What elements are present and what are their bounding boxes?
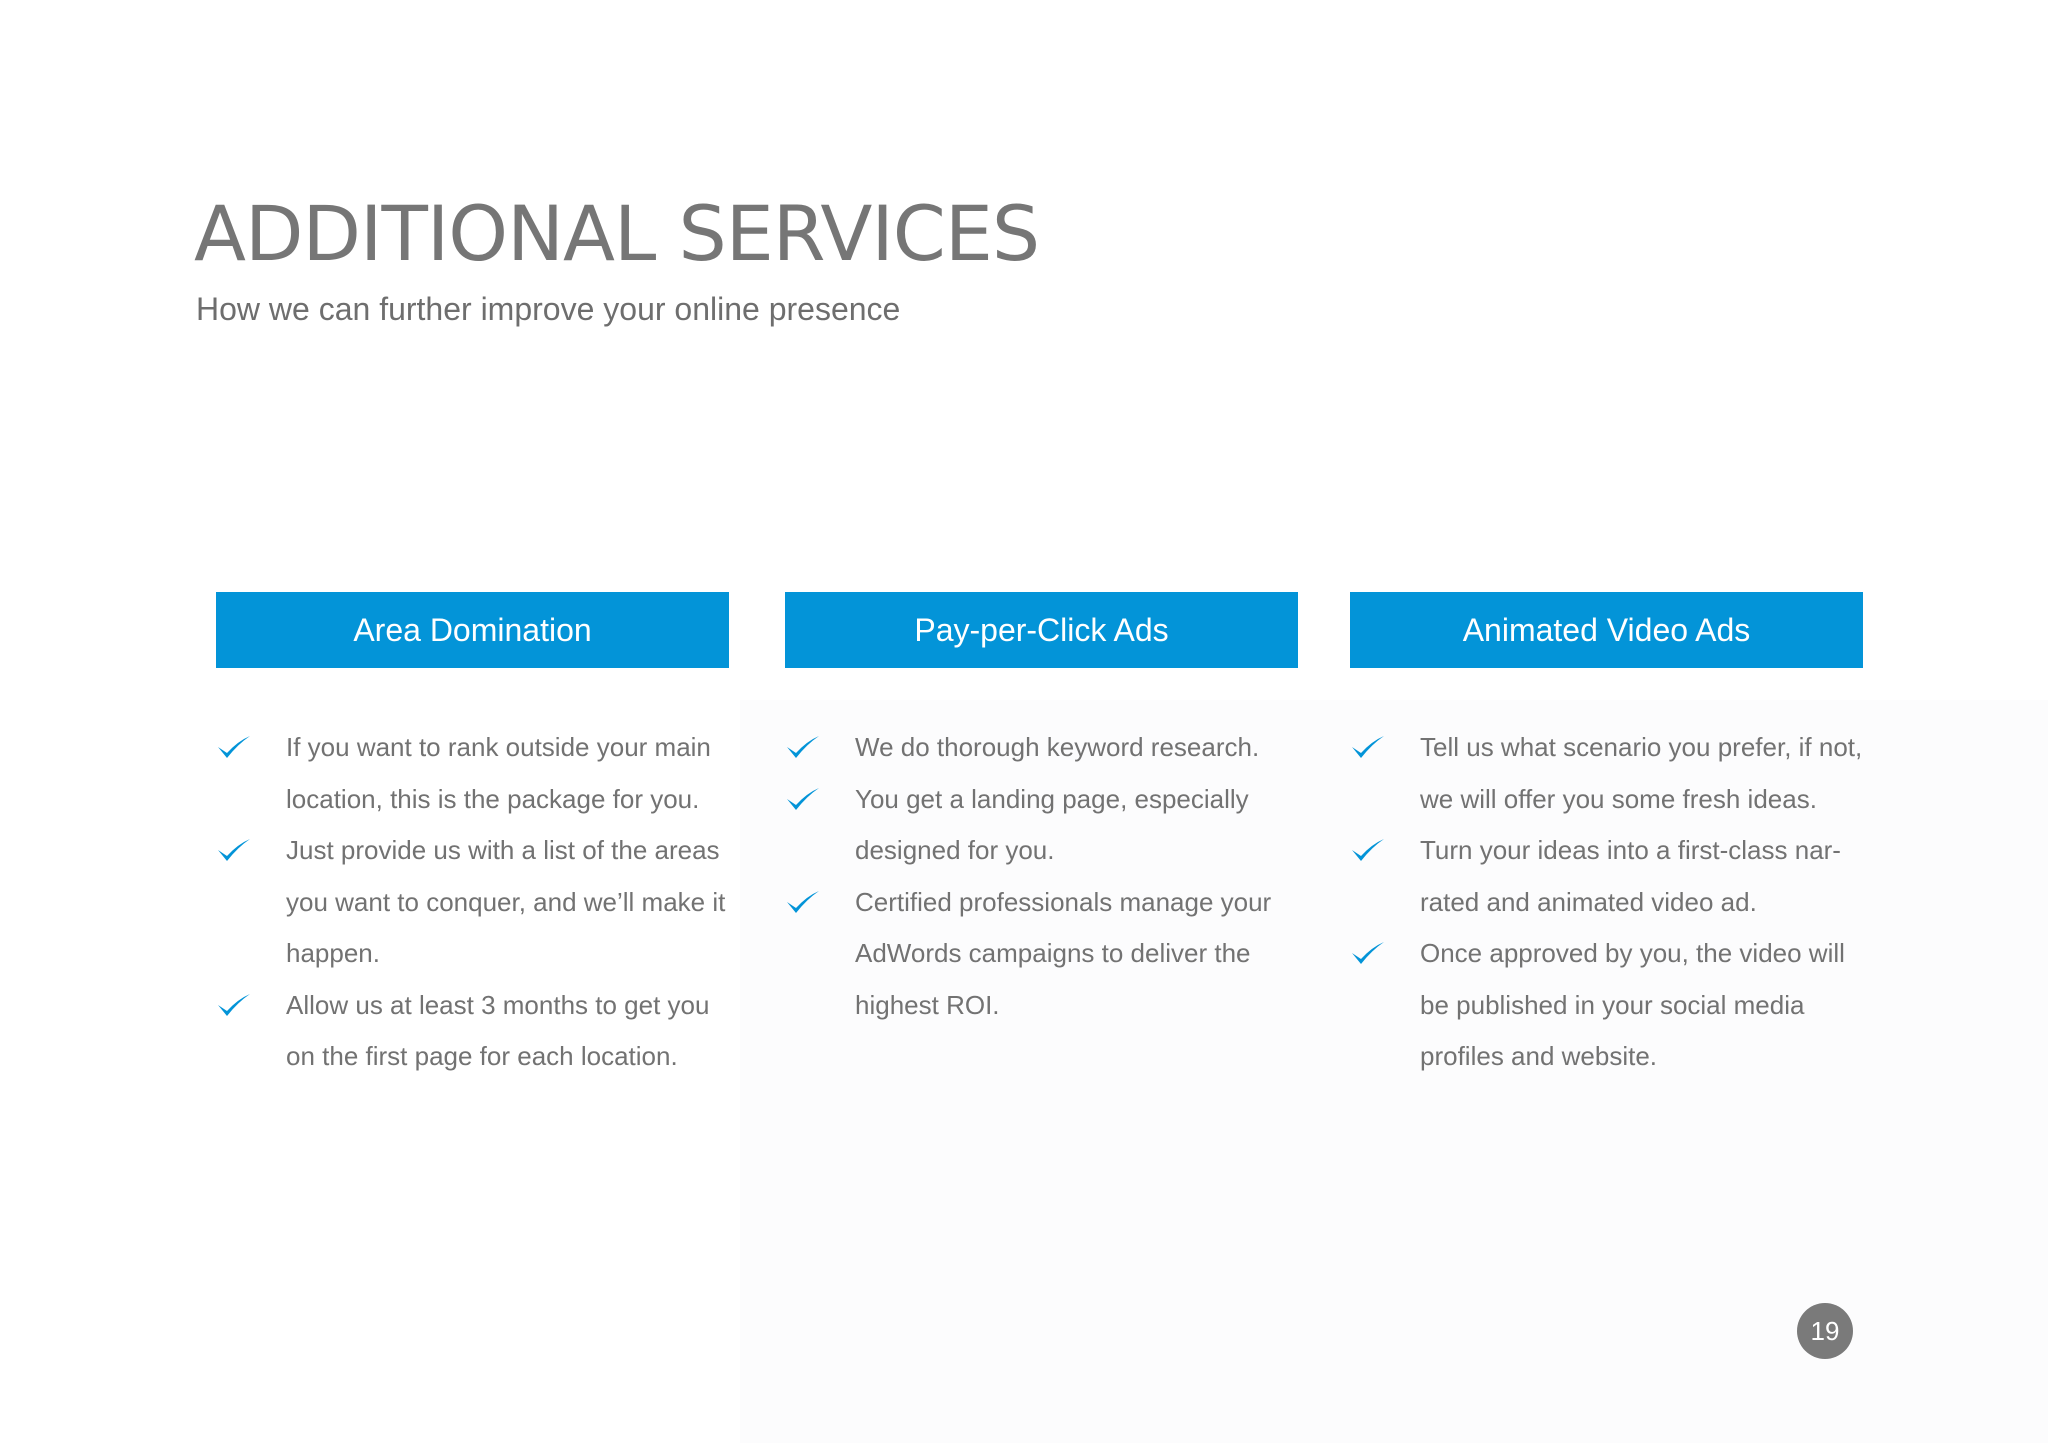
- checkmark-icon: [216, 835, 252, 863]
- list-item: [785, 774, 1298, 877]
- list-item: [785, 877, 1298, 1032]
- page-title: ADDITIONAL SERVICES: [194, 189, 1040, 278]
- list-item-text: Just provide us with a list of the areas you want to conquer, and we’ll make it happen.: [286, 835, 726, 968]
- checkmark-icon: [216, 990, 252, 1018]
- list-item: [216, 825, 729, 980]
- service-column-area-domination: [216, 592, 729, 1083]
- service-column-animated-video: [1350, 592, 1863, 1083]
- list-item: [216, 980, 729, 1083]
- list-item-text: Certified professionals manage your AdWords campaigns to deliver the highest ROI.: [855, 886, 1272, 1020]
- checkmark-icon: [785, 784, 821, 812]
- service-list: [216, 722, 729, 1083]
- list-item-text: Allow us at least 3 months to get you on the first page for each location.: [286, 989, 710, 1071]
- list-item: [1350, 825, 1863, 928]
- list-item-text: We do thorough keyword research.: [855, 732, 1260, 762]
- service-column-pay-per-click: [785, 592, 1298, 1031]
- page-number-badge: 19: [1797, 1303, 1853, 1359]
- list-item: [785, 722, 1298, 774]
- list-item-text: If you want to rank outside your main location, this is the package for you.: [286, 732, 711, 814]
- service-list: [785, 722, 1298, 1031]
- list-item-text: Turn your ideas into a first-class nar-rated and animated video ad.: [1420, 835, 1841, 917]
- checkmark-icon: [1350, 732, 1386, 760]
- service-list: [1350, 722, 1863, 1083]
- checkmark-icon: [1350, 938, 1386, 966]
- checkmark-icon: [785, 732, 821, 760]
- checkmark-icon: [216, 732, 252, 760]
- list-item: [1350, 928, 1863, 1083]
- page-subtitle: How we can further improve your online presence: [196, 291, 901, 327]
- service-header-pay-per-click: Pay-per-Click Ads: [785, 592, 1298, 668]
- checkmark-icon: [1350, 835, 1386, 863]
- list-item-text: Once approved by you, the video will be published in your social media profiles and website.: [1420, 938, 1845, 1071]
- checkmark-icon: [785, 887, 821, 915]
- service-header-animated-video: Animated Video Ads: [1350, 592, 1863, 668]
- list-item-text: You get a landing page, especially designed for you.: [855, 783, 1249, 865]
- list-item: [1350, 722, 1863, 825]
- service-header-area-domination: Area Domination: [216, 592, 729, 668]
- list-item: [216, 722, 729, 825]
- list-item-text: Tell us what scenario you prefer, if not, we will offer you some fresh ideas.: [1420, 732, 1863, 814]
